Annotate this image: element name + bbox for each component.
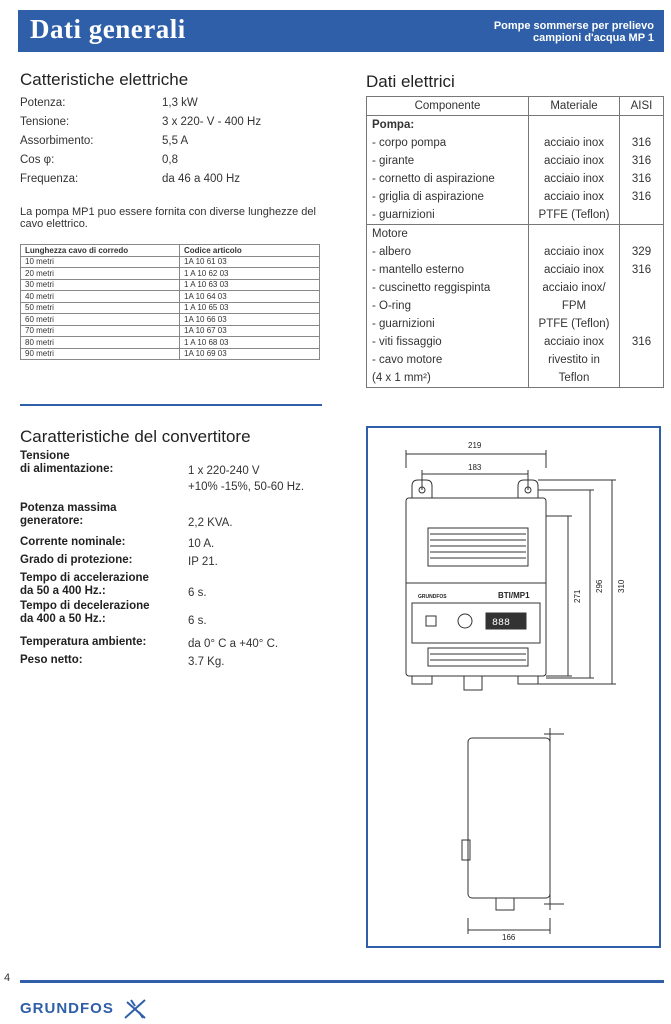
cable-length-cell: 30 metri [21, 279, 180, 291]
component-cell: - mantello esterno [367, 261, 529, 279]
converter-label [20, 572, 149, 598]
converter-label-line1: Tempo di accelerazione [20, 572, 149, 584]
converter-row [20, 572, 207, 599]
converter-value-line1: 1 x 220-240 V [188, 465, 260, 477]
electrical-characteristic-row [20, 151, 261, 170]
panel-brand: GRUNDFOS [418, 594, 447, 600]
table-row [21, 325, 320, 337]
dim-height-3: 310 [617, 579, 626, 593]
logo-wordmark: GRUNDFOS [20, 999, 114, 1017]
converter-value-line1: 6 s. [188, 615, 207, 627]
table-row [367, 315, 664, 333]
material-cell: Teflon [529, 369, 620, 388]
component-cell: - girante [367, 152, 529, 170]
table-row [367, 351, 664, 369]
converter-value [188, 636, 278, 652]
col-material: Materiale [529, 97, 620, 116]
electrical-characteristic-row [20, 94, 261, 113]
material-cell: rivestito in [529, 351, 620, 369]
component-cell: - viti fissaggio [367, 333, 529, 351]
table-row [367, 243, 664, 261]
converter-label [20, 554, 132, 567]
aisi-cell [620, 351, 664, 369]
converter-value-line1: 3.7 Kg. [188, 656, 225, 668]
table-row [367, 206, 664, 225]
component-cell: - corpo pompa [367, 134, 529, 152]
converter-value [188, 515, 233, 531]
table-row [367, 333, 664, 351]
table-row [367, 261, 664, 279]
cable-length-cell: 50 metri [21, 302, 180, 314]
panel-switch [426, 616, 436, 626]
component-cell: - albero [367, 243, 529, 261]
aisi-cell: 316 [620, 152, 664, 170]
converter-value [188, 536, 214, 552]
panel-knob [458, 614, 472, 628]
aisi-cell [620, 297, 664, 315]
aisi-cell: 329 [620, 243, 664, 261]
material-cell: acciaio inox [529, 243, 620, 261]
table-row [21, 268, 320, 280]
dim-width-outer: 219 [468, 441, 482, 450]
cable-length-cell: 70 metri [21, 325, 180, 337]
empty-cell [529, 116, 620, 135]
article-code-cell: 1 A 10 65 03 [180, 302, 320, 314]
table-row [367, 134, 664, 152]
electrical-data-header [367, 97, 664, 116]
converter-row [20, 536, 215, 550]
article-code-cell: 1A 10 67 03 [180, 325, 320, 337]
header-subtitle-line1: Pompe sommerse per prelievo [493, 20, 654, 32]
article-code-cell: 1 A 10 63 03 [180, 279, 320, 291]
table-row [367, 369, 664, 388]
converter-value-line2: +10% -15%, 50-60 Hz. [188, 481, 305, 493]
characteristic-value: 1,3 kW [162, 97, 198, 109]
electrical-characteristic-row [20, 170, 261, 189]
aisi-cell: 316 [620, 134, 664, 152]
converter-value [188, 585, 207, 601]
cable-table-header [21, 245, 320, 257]
cable-length-cell: 60 metri [21, 314, 180, 326]
characteristic-value: 5,5 A [162, 135, 189, 147]
converter-value-line1: 10 A. [188, 538, 215, 550]
table-row [367, 188, 664, 206]
article-code-cell: 1A 10 66 03 [180, 314, 320, 326]
aisi-cell [620, 206, 664, 225]
aisi-cell: 316 [620, 333, 664, 351]
group-title: Motore [367, 225, 529, 244]
dim-height-1: 271 [573, 589, 582, 603]
table-row [21, 314, 320, 326]
page-header [18, 10, 664, 52]
col-component: Componente [367, 97, 529, 116]
aisi-cell: 316 [620, 188, 664, 206]
converter-value [188, 654, 224, 670]
electrical-characteristic-row [20, 113, 261, 132]
table-row [21, 256, 320, 268]
component-cell: (4 x 1 mm²) [367, 369, 529, 388]
converter-value-line1: 6 s. [188, 587, 207, 599]
component-cell: - griglia di aspirazione [367, 188, 529, 206]
converter-label-line2: di alimentazione: [20, 463, 114, 475]
converter-label [20, 450, 113, 476]
converter-label-line1: Temperatura ambiente: [20, 636, 147, 648]
grundfos-logo [20, 998, 149, 1020]
component-cell: - guarnizioni [367, 206, 529, 225]
converter-row [20, 450, 305, 493]
converter-heading: Caratteristiche del convertitore [20, 427, 251, 446]
group-title-row [367, 225, 664, 244]
dim-depth: 166 [502, 933, 516, 942]
front-view-body [406, 498, 546, 676]
converter-value-line1: IP 21. [188, 556, 218, 568]
col-aisi: AISI [620, 97, 664, 116]
material-cell: PTFE (Teflon) [529, 315, 620, 333]
table-row [367, 279, 664, 297]
panel-model: BTI/MP1 [498, 591, 530, 600]
characteristic-label: Cos φ: [20, 154, 55, 166]
converter-label-line1: Tempo di decelerazione [20, 600, 150, 612]
electrical-characteristics-heading: Catteristiche elettriche [20, 70, 189, 89]
table-row [21, 302, 320, 314]
logo-emblem-icon [123, 998, 149, 1020]
cable-length-cell: 90 metri [21, 348, 180, 360]
dimension-drawing [366, 426, 661, 948]
characteristic-label: Frequenza: [20, 173, 79, 185]
material-cell: FPM [529, 297, 620, 315]
electrical-characteristics-list [20, 94, 261, 189]
article-code-cell: 1 A 10 68 03 [180, 337, 320, 349]
material-cell: acciaio inox [529, 188, 620, 206]
material-cell: acciaio inox [529, 152, 620, 170]
group-title: Pompa: [367, 116, 529, 135]
empty-cell [620, 225, 664, 244]
table-row [367, 297, 664, 315]
converter-row [20, 502, 233, 529]
component-cell: - cuscinetto reggispinta [367, 279, 529, 297]
characteristic-label: Assorbimento: [20, 135, 94, 147]
converter-label-line1: Grado di protezione: [20, 554, 133, 566]
converter-value [188, 463, 304, 495]
cable-note: La pompa MP1 puo essere fornita con diverse lunghezze del cavo elettrico. [20, 206, 316, 230]
table-row [21, 348, 320, 360]
electrical-data-heading: Dati elettrici [366, 72, 455, 91]
material-cell: acciaio inox [529, 170, 620, 188]
table-row [21, 337, 320, 349]
cable-gland [464, 676, 482, 690]
empty-cell [620, 116, 664, 135]
cable-length-cell: 80 metri [21, 337, 180, 349]
aisi-cell [620, 315, 664, 333]
page-title: Dati generali [30, 14, 186, 44]
cable-table [20, 244, 320, 360]
cable-col-code: Codice articolo [180, 245, 320, 257]
dim-width-inner: 183 [468, 463, 482, 472]
characteristic-value: 3 x 220- V - 400 Hz [162, 116, 262, 128]
converter-label-line1: Corrente nominale: [20, 536, 126, 548]
characteristic-value: da 46 a 400 Hz [162, 173, 241, 185]
electrical-data-table [366, 96, 664, 388]
table-row [21, 279, 320, 291]
header-subtitle-line2: campioni d'acqua MP 1 [533, 32, 654, 44]
article-code-cell: 1 A 10 62 03 [180, 268, 320, 280]
converter-label-line1: Peso netto: [20, 654, 83, 666]
converter-value [188, 554, 218, 570]
material-cell: acciaio inox [529, 333, 620, 351]
electrical-characteristic-row [20, 132, 261, 151]
component-cell: - guarnizioni [367, 315, 529, 333]
aisi-cell [620, 369, 664, 388]
article-code-cell: 1A 10 64 03 [180, 291, 320, 303]
converter-label [20, 502, 117, 528]
converter-label [20, 654, 83, 667]
section-divider [20, 404, 322, 406]
converter-label-line1: Potenza massima [20, 502, 117, 514]
table-row [21, 291, 320, 303]
component-cell: - cornetto di aspirazione [367, 170, 529, 188]
component-cell: - O-ring [367, 297, 529, 315]
footer-rule [20, 980, 664, 983]
material-cell: acciaio inox/ [529, 279, 620, 297]
characteristic-label: Tensione: [20, 116, 70, 128]
material-cell: acciaio inox [529, 134, 620, 152]
cable-col-length: Lunghezza cavo di corredo [21, 245, 180, 257]
page-number: 4 [4, 972, 11, 984]
component-cell: - cavo motore [367, 351, 529, 369]
material-cell: acciaio inox [529, 261, 620, 279]
table-row [367, 170, 664, 188]
characteristic-value: 0,8 [162, 154, 178, 166]
characteristic-label: Potenza: [20, 97, 66, 109]
converter-row [20, 636, 279, 650]
cable-length-cell: 10 metri [21, 256, 180, 268]
converter-value-line1: 2,2 KVA. [188, 517, 233, 529]
converter-row [20, 600, 207, 627]
converter-dimension-svg [368, 428, 659, 946]
side-view-body [468, 738, 550, 898]
table-row [367, 152, 664, 170]
header-subtitle [494, 20, 654, 44]
converter-value [188, 613, 207, 629]
converter-row [20, 554, 218, 568]
converter-label-line2: da 50 a 400 Hz.: [20, 585, 106, 597]
cable-length-cell: 40 metri [21, 291, 180, 303]
article-code-cell: 1A 10 69 03 [180, 348, 320, 360]
vent-grille-bottom [428, 648, 528, 666]
cable-length-cell: 20 metri [21, 268, 180, 280]
aisi-cell [620, 279, 664, 297]
material-cell: PTFE (Teflon) [529, 206, 620, 225]
group-title-row [367, 116, 664, 135]
converter-row [20, 654, 225, 668]
converter-label-line1: Tensione [20, 450, 70, 462]
empty-cell [529, 225, 620, 244]
converter-label [20, 636, 146, 649]
converter-label [20, 600, 150, 626]
panel-display-text: 888 [492, 618, 511, 629]
converter-label-line2: da 400 a 50 Hz.: [20, 613, 106, 625]
converter-label [20, 536, 125, 549]
converter-value-line1: da 0° C a +40° C. [188, 638, 279, 650]
dim-height-2: 296 [595, 579, 604, 593]
aisi-cell: 316 [620, 261, 664, 279]
converter-label-line2: generatore: [20, 515, 84, 527]
aisi-cell: 316 [620, 170, 664, 188]
article-code-cell: 1A 10 61 03 [180, 256, 320, 268]
